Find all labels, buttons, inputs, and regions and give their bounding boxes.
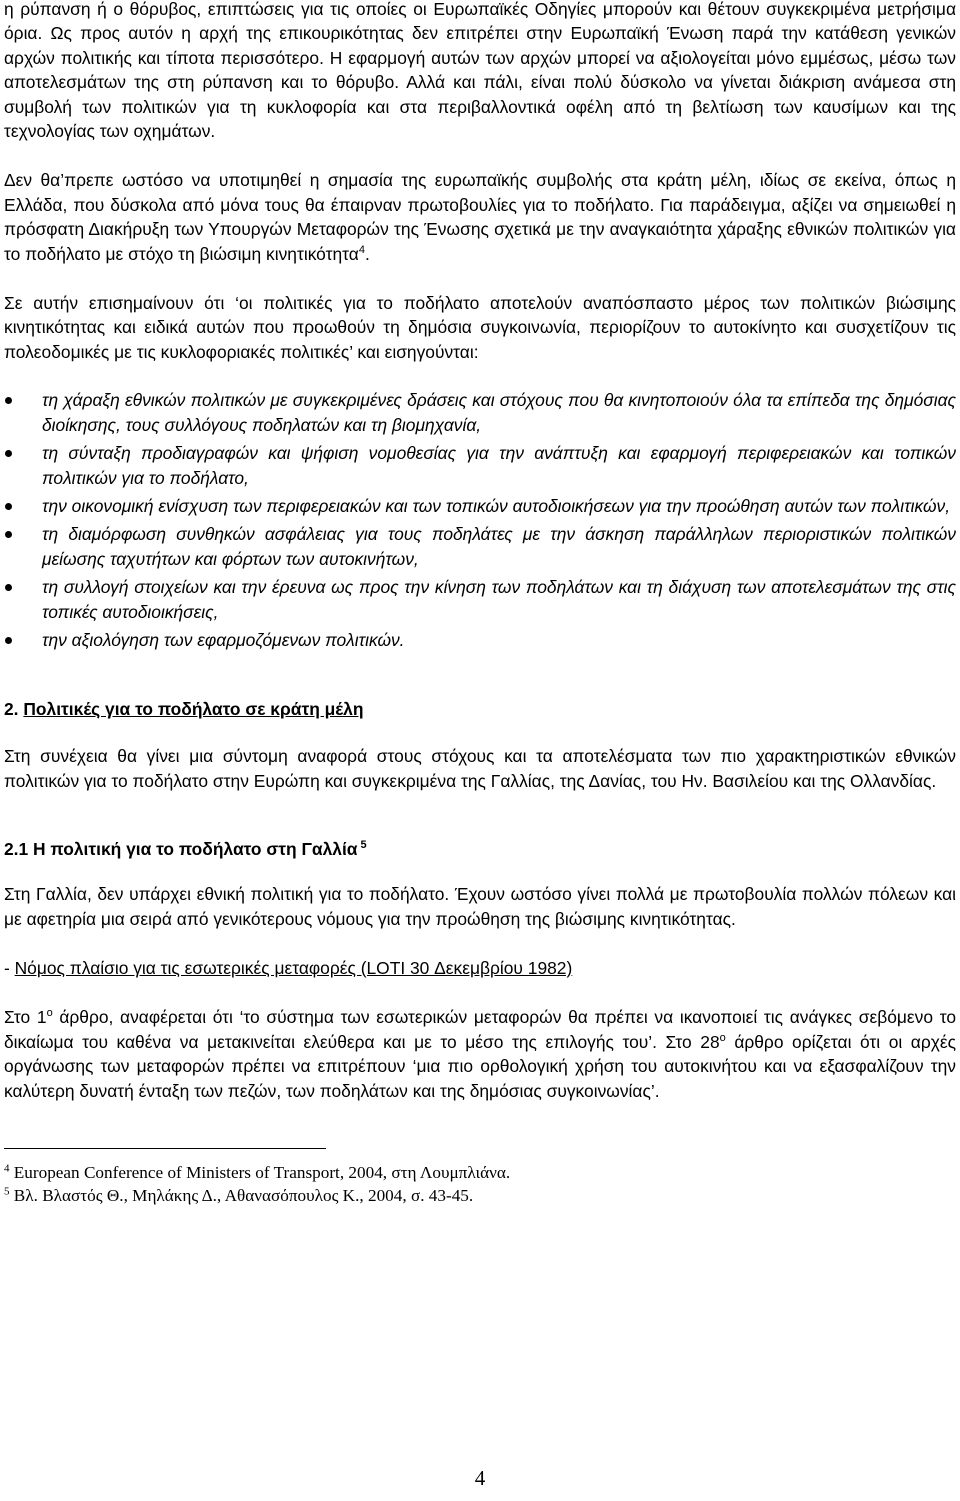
section-heading-2: [4, 697, 956, 721]
footnotes: [4, 1161, 956, 1207]
paragraph-loti-text-c: άρθρο ορίζεται ότι οι αρχές οργάνωσης των μεταφορών πρέπει να επιτρέπουν ‘μια πιο ορθολογική χρήση του αυτοκινήτου και να εξασφαλίζουν την καλύτερη δυνατή ένταξη των πεζών, των ποδηλάτων και της δημόσιας συγκοινωνίας’.: [4, 1031, 957, 1101]
footnote-5: [4, 1184, 956, 1207]
section-heading-2-1-title: 2.1 Η πολιτική για το ποδήλατο στη Γαλλία: [4, 839, 358, 860]
footnote-4: [4, 1161, 956, 1184]
recommendations-list: [4, 388, 956, 652]
bullet-icon: [5, 397, 12, 404]
list-item: [4, 628, 956, 652]
section-heading-2-1: [4, 837, 956, 861]
law-title-line: [4, 956, 956, 980]
law-prefix: -: [4, 957, 15, 978]
paragraph-loti-text-a: Στο 1: [4, 1007, 47, 1028]
bullet-icon: [5, 450, 12, 457]
paragraph-loti-articles: [4, 1005, 956, 1103]
list-item-text: την οικονομική ενίσχυση των περιφερειακών και των τοπικών αυτοδιοικήσεων για την προώθηση αυτών των πολιτικών,: [42, 495, 951, 516]
list-item: [4, 575, 956, 624]
list-item-text: τη διαμόρφωση συνθηκών ασφάλειας για τους ποδηλάτες με την άσκηση παράλληλων περιοριστικών πολιτικών μείωσης ταχυτήτων και φόρτων των αυτοκινήτων,: [42, 524, 956, 569]
list-item: [4, 388, 956, 437]
paragraph-france: Στη Γαλλία, δεν υπάρχει εθνική πολιτική για το ποδήλατο. Έχουν ωστόσο γίνει πολλά με πρωτοβουλία πολλών πόλεων και με αφετηρία μια σειρά από γενικότερους νόμους για την προώθηση της βιώσιμης κινητικότητας.: [4, 884, 956, 929]
paragraph-eu-principles: η ρύπανση ή ο θόρυβος, επιπτώσεις για τις οποίες οι Ευρωπαϊκές Οδηγίες μπορούν και θέτουν συγκεκριμένα μετρήσιμα όρια. Ως προς αυτόν η αρχή της επικουρικότητας δεν επιτρέπει στην Ευρωπαϊκή Ένωση παρά την κατάθεση γενικών αρχών πολιτικής και τίποτα περισσότερο. Η εφαρμογή αυτών των αρχών μπορεί να αξιολογείται μόνο εμμέσως, μέσω των αποτελεσμάτων της στη ρύπανση και το θόρυβο. Αλλά και πάλι, είναι πολύ δύσκολο να γίνεται διάκριση ανάμεσα στη συμβολή των πολιτικών για τη κυκλοφορία και στα περιβαλλοντικά οφέλη από τη βελτίωση των καυσίμων και της τεχνολογίας των οχημάτων.: [4, 0, 956, 142]
paragraph-eu-contribution: [4, 168, 956, 266]
bullet-icon: [5, 531, 12, 538]
ordinal-superscript: ο: [719, 1031, 726, 1044]
list-item-text: τη συλλογή στοιχείων και την έρευνα ως προς την κίνηση των ποδηλάτων και τη διάχυση των αποτελεσμάτων της στις τοπικές αυτοδιοικήσεις,: [42, 577, 956, 622]
law-title: Νόμος πλαίσιο για τις εσωτερικές μεταφορές (LOTI 30 Δεκεμβρίου 1982): [14, 957, 573, 978]
paragraph-declaration: Σε αυτήν επισημαίνουν ότι ‘οι πολιτικές για το ποδήλατο αποτελούν αναπόσπαστο μέρος των πολιτικών βιώσιμης κινητικότητας και ειδικά αυτών που προωθούν τη δημόσια συγκοινωνία, περιορίζουν το αυτοκίνητο και συσχετίζουν τις πολεοδομικές με τις κυκλοφοριακές πολιτικές’ και εισηγούνται:: [4, 293, 956, 362]
footnote-number: 5: [4, 1185, 10, 1198]
paragraph-eu-contribution-text: Δεν θα’πρεπε ωστόσο να υποτιμηθεί η σημασία της ευρωπαϊκής συμβολής στα κράτη μέλη, ιδίως σε εκείνα, όπως η Ελλάδα, που δύσκολα από μόνα τους θα έπαιρναν πρωτοβουλίες για το ποδήλατο. Για παράδειγμα, αξίζει να σημειωθεί η πρόσφατη Διακήρυξη των Υπουργών Μεταφορών της Ένωσης σχετικά με την αναγκαιότητα χάραξης εθνικών πολιτικών για το ποδήλατο με στόχο τη βιώσιμη κινητικότητα: [4, 170, 956, 264]
list-item: [4, 522, 956, 571]
document-page: [4, 0, 956, 1207]
footnote-text: European Conference of Ministers of Transport, 2004, στη Λουμπλιάνα.: [13, 1163, 511, 1182]
paragraph-countries-intro: Στη συνέχεια θα γίνει μια σύντομη αναφορά στους στόχους και τα αποτελέσματα των πιο χαρακτηριστικών εθνικών πολιτικών για το ποδήλατο στην Ευρώπη και συγκεκριμένα της Γαλλίας, της Δανίας, του Ην. Βασιλείου και της Ολλανδίας.: [4, 746, 956, 791]
page-number: 4: [474, 1466, 486, 1490]
section-heading-2-number: 2.: [4, 699, 19, 720]
bullet-icon: [5, 637, 12, 644]
bullet-icon: [5, 503, 12, 510]
list-item: [4, 441, 956, 490]
section-heading-2-title: Πολιτικές για το ποδήλατο σε κράτη μέλη: [23, 699, 364, 720]
footnote-ref-4[interactable]: 4: [358, 243, 365, 256]
paragraph-eu-contribution-end: .: [364, 243, 370, 264]
footnote-text: Βλ. Βλαστός Θ., Μηλάκης Δ., Αθανασόπουλος Κ., 2004, σ. 43-45.: [13, 1186, 474, 1205]
footnote-number: 4: [4, 1162, 10, 1175]
list-item-text: τη χάραξη εθνικών πολιτικών με συγκεκριμένες δράσεις και στόχους που θα κινητοποιούν όλα τα επίπεδα της δημόσιας διοίκησης, τους συλλόγους ποδηλατών και τη βιομηχανία,: [42, 390, 956, 435]
bullet-icon: [5, 584, 12, 591]
footnote-ref-5[interactable]: 5: [360, 839, 367, 852]
paragraph-loti-text-b: άρθρο, αναφέρεται ότι ‘το σύστημα των εσωτερικών μεταφορών θα πρέπει να ικανοποιεί τις ανάγκες σεβόμενο το δικαίωμα του καθένα να μετακινείται ελεύθερα και με το μέσο της επιλογής του’. Στο 28: [4, 1007, 956, 1052]
list-item-text: τη σύνταξη προδιαγραφών και ψήφιση νομοθεσίας για την ανάπτυξη και εφαρμογή περιφερειακών και τοπικών πολιτικών για το ποδήλατο,: [42, 443, 956, 488]
list-item-text: την αξιολόγηση των εφαρμοζόμενων πολιτικών.: [42, 629, 405, 650]
list-item: [4, 494, 956, 518]
ordinal-superscript: ο: [46, 1007, 53, 1020]
footnote-divider: [4, 1148, 326, 1149]
